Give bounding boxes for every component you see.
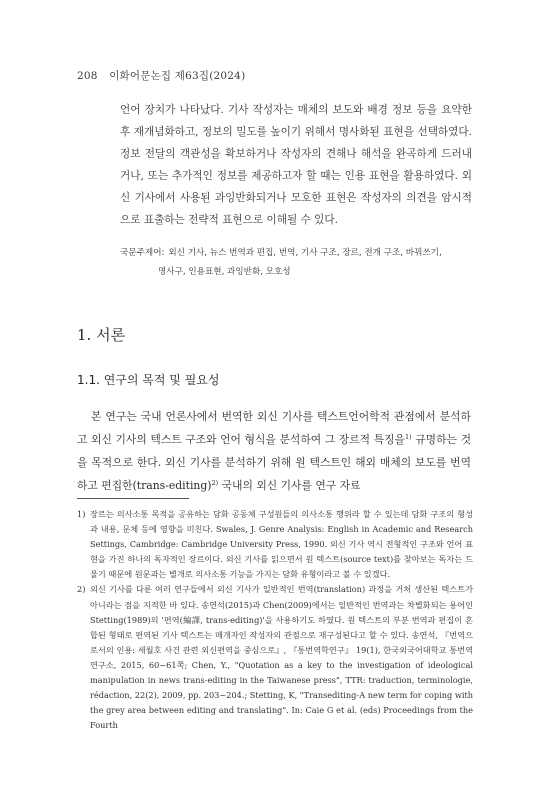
body-text [77,405,471,497]
running-header [77,68,245,83]
footnotes [77,507,473,733]
keywords-line-2: 명사구, 인용표현, 과잉반화, 모호성 [158,267,291,277]
subsection-heading: 1.1. 연구의 목적 및 필요성 [77,373,220,387]
body-text-part-1: 본 연구는 국내 언론사에서 번역한 외신 기사를 텍스트언어학적 관점에서 분석하고 외신 기사의 텍스트 구조와 언어 형식을 분석하여 그 장르적 특징을 [77,410,471,446]
footnote-text: 장르는 의사소통 목적을 공유하는 담화 공동체 구성원들의 의사소통 행위라 할 수 있는데 담화 구조의 형성과 내용, 문체 등에 영향을 미친다. Swales, J. Genre Analysis: English in Academic and Research Settings, Cambridge: Cambridge University Press, 1990. 외신 기사 역시 전형적인 구조와 언어 표현을 가진 하나의 독자적인 장르이다. 외신 기사를 읽으면서 원 텍스트(source text)를 찾아보는 독자는 드물기 때문에 원문과는 별개로 의사소통 기능을 가지는 담화 유형이라고 볼 수 있겠다. [90,509,473,580]
page-number: 208 [77,70,98,82]
footnote-number: 1) [77,509,86,519]
footnote-2 [77,582,473,733]
keywords-block [120,244,480,282]
footnote-text: 외신 기사를 다룬 여러 연구들에서 외신 기사가 일반적인 번역(translation) 과정을 거쳐 생산된 텍스트가 아니라는 점을 지적한 바 있다. 송연석(2015)과 Chen(2009)에서는 일반적인 번역과는 차별화되는 용어인 Stetting(1989)의 '편역(編譯, trans-editing)'을 사용하기도 하였다. 원 텍스트의 부분 번역과 편집이 혼합된 형태로 편역된 기사 텍스트는 매개자인 작성자의 관점으로 재구성된다고 할 수 있다. 송연석, 『번역으로서의 인용: 세월호 사건 관련 외신편역을 중심으로』, 『통번역학연구』 19(1), 한국외국어대학교 통번역연구소, 2015, 60~61쪽; Chen, Y., "Quotation as a key to the investigation of ideological manipulation in news trans-editing in the Taiwanese press", TTR: traduction, terminologie, rédaction, 22(2), 2009, pp. 203~204.; Stetting, K, "Transediting-A new term for coping with the grey area between editing and translating". In: Caie G et al. (eds) Proceedings from the Fourth [90,584,474,731]
keywords-line-1: 외신 기사, 뉴스 번역과 편집, 번역, 기사 구조, 장르, 전개 구조, 바꿔쓰기, [168,248,442,258]
journal-title: 이화어문논집 제63집(2024) [109,70,246,82]
footnote-ref-1: 1) [404,433,412,441]
footnote-number: 2) [77,584,86,595]
keywords-label: 국문주제어: [120,248,165,258]
body-paragraph [77,405,471,497]
abstract-paragraph: 언어 장치가 나타났다. 기사 작성자는 매체의 보도와 배경 정보 등을 요약한 후 재개념화하고, 정보의 밀도를 높이기 위해서 명사화된 표현을 선택하였다. 정보 전달의 객관성을 확보하거나 작성자의 견해나 해석을 완곡하게 드러내거나, 또는 추가적인 정보를 제공하고자 할 때는 인용 표현을 활용하였다. 외신 기사에서 사용된 과잉반화되거나 모호한 표현은 작성자의 의견을 암시적으로 표출하는 전략적 표현으로 이해될 수 있다. [120,104,472,226]
section-heading: 1. 서론 [77,326,126,344]
footnote-ref-2: 2) [211,479,219,487]
footnote-separator [77,498,189,499]
footnote-1 [77,507,473,582]
body-text-part-3: 국내의 외신 기사를 연구 자료 [218,479,361,492]
body-text-part-2: 규명하는 것을 목적으로 한다. 외신 기사를 분석하기 위해 원 텍스트인 해외 매체의 보도를 번역하고 편집한(trans-editing) [77,433,471,492]
